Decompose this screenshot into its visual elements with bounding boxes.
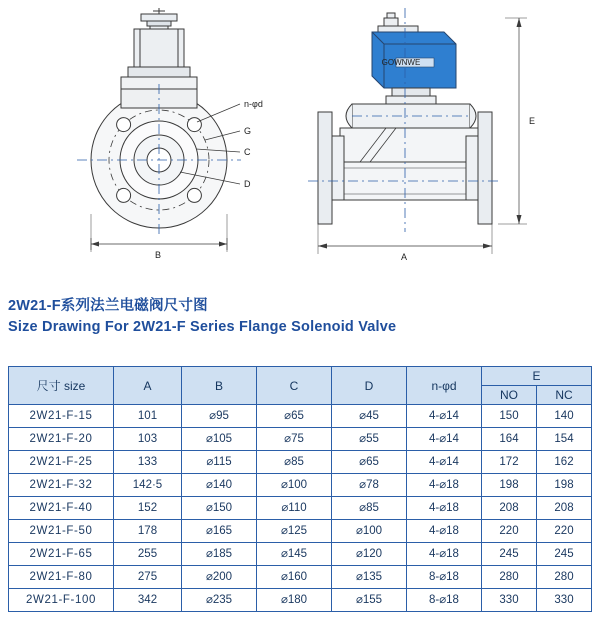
label-c: C	[244, 147, 251, 157]
label-n-phi-d: n-φd	[244, 99, 263, 109]
cell-d: ⌀135	[332, 566, 407, 589]
cell-n: 4-⌀18	[407, 497, 482, 520]
cell-c: ⌀65	[257, 405, 332, 428]
cell-b: ⌀140	[182, 474, 257, 497]
cell-b: ⌀235	[182, 589, 257, 612]
cell-a: 142·5	[114, 474, 182, 497]
cell-c: ⌀145	[257, 543, 332, 566]
label-a: A	[401, 252, 408, 262]
cell-nc: 154	[537, 428, 592, 451]
table-header	[9, 367, 592, 405]
cell-no: 164	[482, 428, 537, 451]
table-row	[9, 474, 592, 497]
th-nc: NC	[537, 386, 592, 405]
table-row	[9, 520, 592, 543]
cell-model: 2W21-F-50	[9, 520, 114, 543]
cell-b: ⌀115	[182, 451, 257, 474]
cell-nc: 245	[537, 543, 592, 566]
cell-no: 280	[482, 566, 537, 589]
cell-no: 150	[482, 405, 537, 428]
cell-b: ⌀105	[182, 428, 257, 451]
cell-nc: 162	[537, 451, 592, 474]
cell-a: 255	[114, 543, 182, 566]
cell-nc: 208	[537, 497, 592, 520]
cell-c: ⌀85	[257, 451, 332, 474]
cell-no: 330	[482, 589, 537, 612]
table-row	[9, 451, 592, 474]
label-e: E	[529, 116, 536, 126]
cell-no: 245	[482, 543, 537, 566]
table-row	[9, 566, 592, 589]
title-chinese: 2W21-F系列法兰电磁阀尺寸图	[8, 298, 208, 314]
cell-a: 103	[114, 428, 182, 451]
cell-model: 2W21-F-25	[9, 451, 114, 474]
cell-no: 172	[482, 451, 537, 474]
right-section-view	[308, 8, 527, 254]
specifications-table	[8, 366, 592, 612]
cell-no: 220	[482, 520, 537, 543]
cell-model: 2W21-F-20	[9, 428, 114, 451]
th-no: NO	[482, 386, 537, 405]
cell-no: 208	[482, 497, 537, 520]
cell-nc: 220	[537, 520, 592, 543]
cell-a: 101	[114, 405, 182, 428]
cell-c: ⌀180	[257, 589, 332, 612]
table-body	[9, 405, 592, 612]
cell-nc: 198	[537, 474, 592, 497]
label-g: G	[244, 126, 252, 136]
th-e: E	[482, 367, 592, 386]
cell-d: ⌀85	[332, 497, 407, 520]
cell-n: 8-⌀18	[407, 566, 482, 589]
th-n-phi-d: n-φd	[407, 367, 482, 405]
drawing-titles	[8, 296, 588, 337]
th-a: A	[114, 367, 182, 405]
cell-d: ⌀65	[332, 451, 407, 474]
cell-d: ⌀100	[332, 520, 407, 543]
table-row	[9, 589, 592, 612]
cell-b: ⌀165	[182, 520, 257, 543]
table-row	[9, 497, 592, 520]
cell-c: ⌀160	[257, 566, 332, 589]
cell-d: ⌀45	[332, 405, 407, 428]
cell-c: ⌀110	[257, 497, 332, 520]
title-english: Size Drawing For 2W21-F Series Flange Solenoid Valve	[8, 319, 397, 335]
th-b: B	[182, 367, 257, 405]
cell-n: 8-⌀18	[407, 589, 482, 612]
cell-d: ⌀55	[332, 428, 407, 451]
cell-no: 198	[482, 474, 537, 497]
cell-nc: 140	[537, 405, 592, 428]
cell-b: ⌀95	[182, 405, 257, 428]
valve-dimension-drawing	[0, 0, 601, 290]
label-d: D	[244, 179, 251, 189]
cell-model: 2W21-F-100	[9, 589, 114, 612]
table-row	[9, 543, 592, 566]
cell-model: 2W21-F-65	[9, 543, 114, 566]
coil-brand-label: GOWNWE	[381, 58, 421, 67]
cell-model: 2W21-F-40	[9, 497, 114, 520]
cell-nc: 280	[537, 566, 592, 589]
cell-a: 152	[114, 497, 182, 520]
cell-d: ⌀120	[332, 543, 407, 566]
table-row	[9, 428, 592, 451]
cell-n: 4-⌀18	[407, 543, 482, 566]
cell-model: 2W21-F-15	[9, 405, 114, 428]
cell-a: 342	[114, 589, 182, 612]
cell-b: ⌀150	[182, 497, 257, 520]
cell-n: 4-⌀14	[407, 405, 482, 428]
cell-n: 4-⌀18	[407, 474, 482, 497]
th-d: D	[332, 367, 407, 405]
th-c: C	[257, 367, 332, 405]
cell-n: 4-⌀18	[407, 520, 482, 543]
table-row	[9, 405, 592, 428]
label-b: B	[155, 250, 162, 260]
th-model: 尺寸 size	[9, 367, 114, 405]
cell-n: 4-⌀14	[407, 451, 482, 474]
cell-d: ⌀155	[332, 589, 407, 612]
left-flange-view	[77, 8, 241, 252]
cell-a: 275	[114, 566, 182, 589]
cell-c: ⌀75	[257, 428, 332, 451]
cell-model: 2W21-F-32	[9, 474, 114, 497]
cell-nc: 330	[537, 589, 592, 612]
cell-n: 4-⌀14	[407, 428, 482, 451]
cell-b: ⌀185	[182, 543, 257, 566]
cell-b: ⌀200	[182, 566, 257, 589]
cell-a: 133	[114, 451, 182, 474]
cell-c: ⌀125	[257, 520, 332, 543]
cell-a: 178	[114, 520, 182, 543]
cell-c: ⌀100	[257, 474, 332, 497]
cell-model: 2W21-F-80	[9, 566, 114, 589]
cell-d: ⌀78	[332, 474, 407, 497]
